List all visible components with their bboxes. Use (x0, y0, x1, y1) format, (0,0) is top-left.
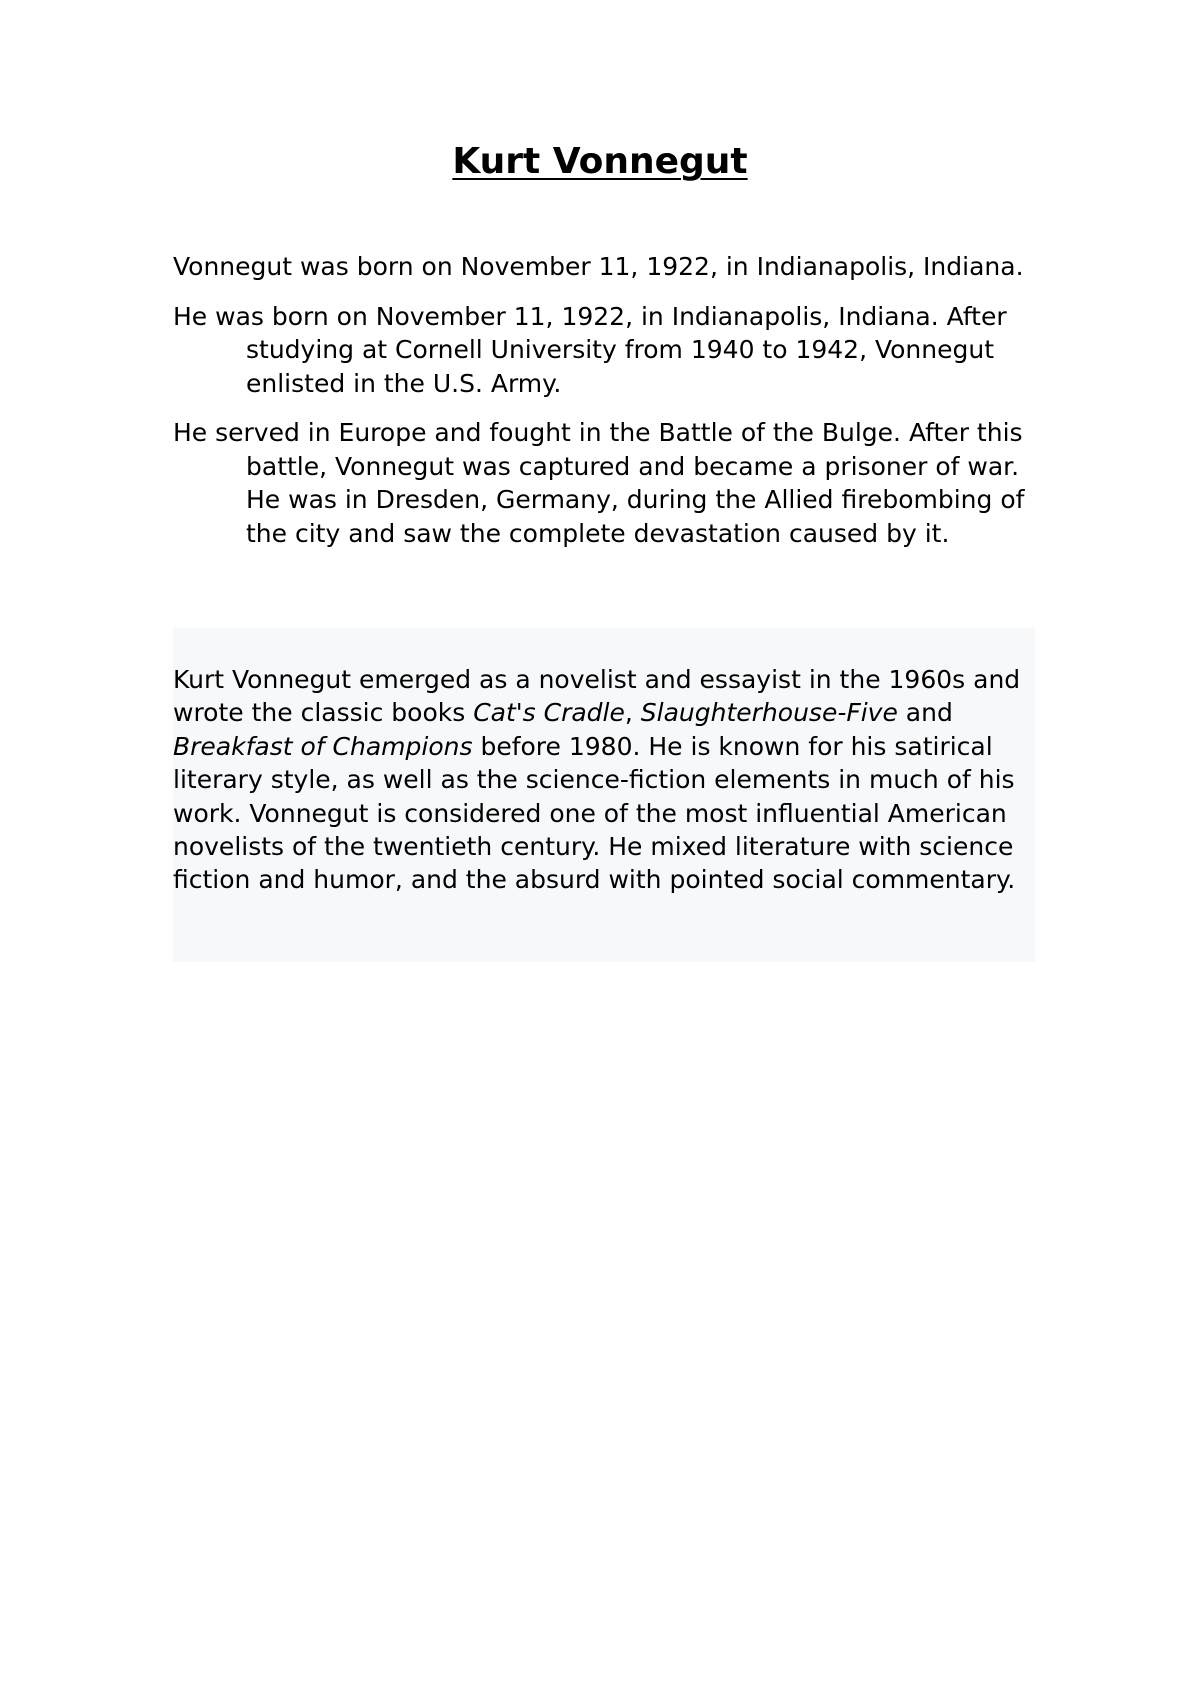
title-text: Kurt Vonnegut (452, 141, 748, 182)
document-title (0, 140, 1200, 184)
book-title-breakfast-of-champions: Breakfast of Champions (173, 731, 473, 761)
paragraph-war-service: He served in Europe and fought in the Battle of the Bulge. After this battle, Vonnegut was captured and became a prisoner of war. He was in Dresden, Germany, during the Allied firebombing of the city and saw the complete devastation caused by it. (173, 418, 1025, 548)
paragraph-education: He was born on November 11, 1922, in Indianapolis, Indiana. After studying at Cornell University from 1940 to 1942, Vonnegut enlisted in the U.S. Army. (173, 301, 1007, 398)
paragraph-birth: Vonnegut was born on November 11, 1922, in Indianapolis, Indiana. (173, 252, 1024, 281)
biography-section (173, 250, 1038, 566)
summary-tail: before 1980. He is known for his satirical literary style, as well as the science-fiction elements in much of his work. Vonnegut is considered one of the most influential American novelists of the twentieth century. He mixed literature with science fiction and humor, and the absurd with pointed social commentary. (173, 731, 1016, 895)
summary-separator: , (624, 698, 641, 728)
book-title-slaughterhouse-five: Slaughterhouse-Five (640, 698, 898, 728)
summary-paragraph (173, 663, 1035, 897)
summary-block (173, 628, 1035, 962)
summary-lead: Kurt Vonnegut emerged as a novelist and essayist in the 1960s and wrote the classic books (173, 665, 1021, 728)
book-title-cats-cradle: Cat's Cradle (473, 698, 625, 728)
summary-separator: and (897, 698, 953, 728)
